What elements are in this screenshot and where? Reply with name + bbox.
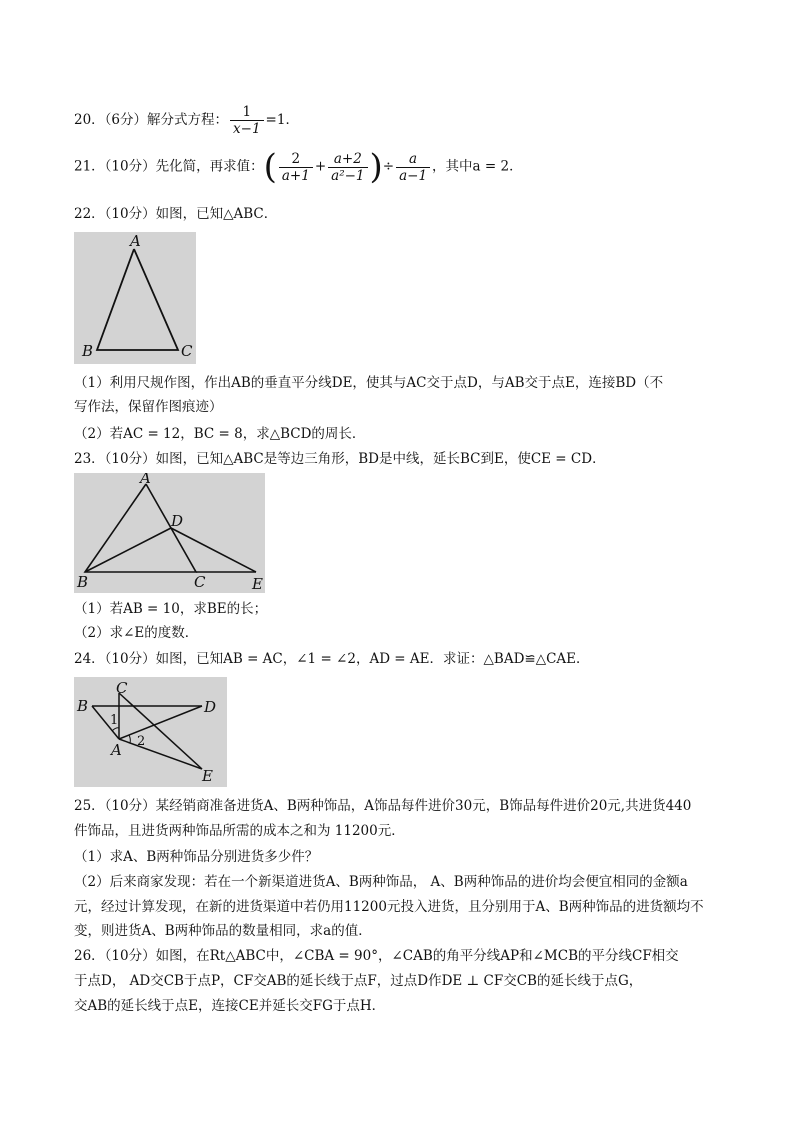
q23-triangle-diagram [74, 473, 265, 593]
q23-part1: （1）若AB = 10，求BE的长； [74, 601, 268, 617]
q21-frac3-num: a [396, 151, 430, 168]
q23-label-c: C [194, 573, 206, 591]
q24-label-a: A [111, 741, 122, 759]
q21-right-paren: ) [369, 147, 383, 187]
q25-part2-line1: （2）后来商家发现：若在一个新渠道进货A、B两种饰品， A、B两种饰品的进价均会便宜相同的金额a [74, 874, 688, 890]
q23-label-e: E [252, 575, 263, 593]
q22-part1-line2: 写作法，保留作图痕迹） [74, 399, 223, 415]
q23-part2: （2）求∠E的度数． [74, 625, 199, 641]
q25-part1: （1）求A、B两种饰品分别进货多少件？ [74, 849, 319, 865]
q24-segment-ad [119, 706, 202, 739]
q21-frac3-den: a−1 [399, 167, 428, 184]
q21-prefix: 21．（10分）先化简，再求值： [74, 158, 264, 175]
q22-part1-line1: （1）利用尺规作图，作出AB的垂直平分线DE，使其与AC交于点D，与AB交于点E，连接BD（不 [74, 375, 664, 391]
q20-fraction [230, 104, 264, 137]
q21-frac1-den: a+1 [281, 167, 310, 184]
q21-frac2-num: a+2 [328, 151, 367, 168]
q22-figure [74, 232, 196, 364]
q25-part2-line2: 元，经过计算发现，在新的进货渠道中若仍用11200元投入进货，且分别用于A、B两种饰品的进货额均不 [74, 899, 704, 915]
q22-part2: （2）若AC = 12，BC = 8，求△BCD的周长． [74, 426, 366, 442]
q20-numerator: 1 [230, 104, 264, 121]
q23-label-b: B [77, 573, 89, 591]
q23-label-d: D [171, 512, 184, 530]
q22-label-c: C [181, 342, 193, 360]
q24-angle2-arc [129, 735, 130, 743]
q22-label-b: B [82, 342, 94, 360]
q24-label-b: B [77, 697, 89, 715]
q21-plus: + [314, 158, 327, 175]
q21-fraction-1 [279, 151, 313, 184]
q24-diagram [74, 677, 227, 787]
q23-figure [74, 473, 265, 593]
q22-label-a: A [130, 232, 141, 250]
q26-line3: 交AB的延长线于点E，连接CE并延长交FG于点H． [74, 998, 386, 1014]
q23-median-bd [85, 528, 171, 572]
q24-stem: 24．（10分）如图，已知AB = AC，∠1 = ∠2，AD = AE．求证：△BAD≌△CAE． [74, 651, 590, 667]
q24-angle1-arc [112, 728, 119, 731]
question-21 [74, 147, 523, 187]
q24-figure [74, 677, 227, 787]
q21-frac1-num: 2 [279, 151, 313, 168]
q21-divide: ÷ [382, 158, 395, 175]
q21-suffix: ，其中a = 2． [432, 158, 523, 175]
q21-fraction-3 [396, 151, 430, 184]
q20-suffix: =1． [265, 112, 299, 128]
q25-part2-line3: 变，则进货A、B两种饰品的数量相同，求a的值． [74, 923, 372, 939]
q21-left-paren: ( [263, 147, 277, 187]
q23-label-a: A [140, 473, 151, 487]
q24-label-d: D [204, 698, 217, 716]
q23-stem: 23．（10分）如图，已知△ABC是等边三角形，BD是中线，延长BC到E，使CE = CD． [74, 451, 606, 467]
q21-frac2-den: a²−1 [331, 167, 365, 184]
q22-triangle-diagram [74, 232, 196, 364]
q24-segment-ae [119, 739, 202, 769]
q24-label-angle1: 1 [110, 713, 119, 728]
q24-label-c: C [116, 679, 128, 697]
q20-denominator: x−1 [233, 121, 261, 137]
q24-label-angle2: 2 [137, 734, 146, 749]
q24-label-e: E [202, 767, 213, 785]
q26-line2: 于点D， AD交CB于点P，CF交AB的延长线于点F，过点D作DE ⊥ CF交CB的延长线于点G， [74, 973, 643, 989]
q22-stem: 22．（10分）如图，已知△ABC． [74, 206, 278, 222]
q26-line1: 26．（10分）如图，在Rt△ABC中，∠CBA = 90°，∠CAB的角平分线AP和∠MCB的平分线CF相交 [74, 948, 679, 964]
q25-line2: 件饰品，且进货两种饰品所需的成本之和为 11200元． [74, 823, 405, 839]
q20-prefix: 20．（6分）解分式方程： [74, 112, 229, 128]
question-20 [74, 104, 299, 137]
q22-triangle [97, 249, 178, 350]
q21-fraction-2 [328, 151, 367, 184]
q25-line1: 25．（10分）某经销商准备进货A、B两种饰品，A饰品每件进价30元，B饰品每件进价20元,共进货440 [74, 798, 692, 814]
q24-segment-ce [119, 693, 202, 769]
